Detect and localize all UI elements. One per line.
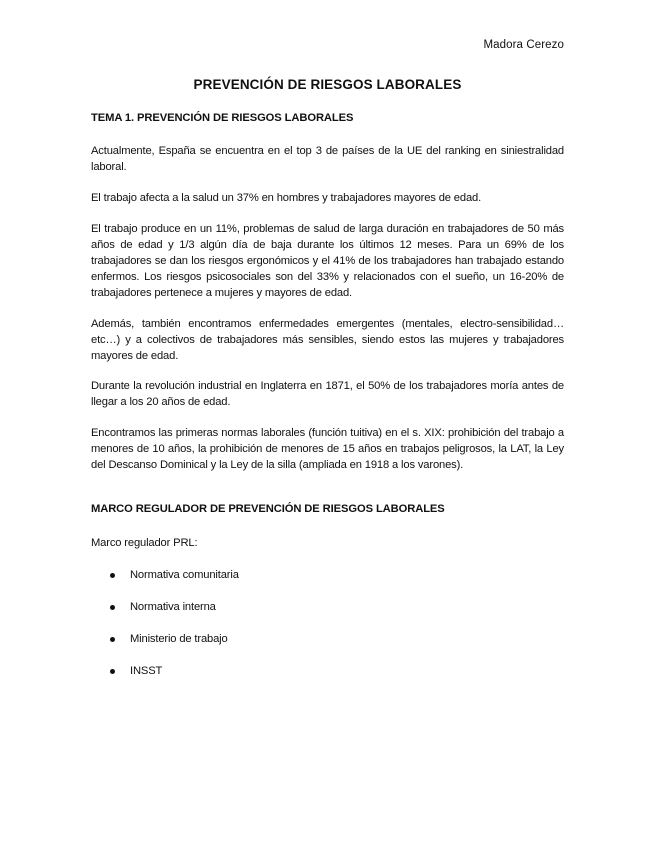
header-author: Madora Cerezo [483,39,564,51]
bullet-icon [110,605,115,610]
bullet-icon [110,637,115,642]
section-heading-tema-1: TEMA 1. PREVENCIÓN DE RIESGOS LABORALES [91,112,354,124]
list-item-label: Normativa interna [130,601,216,613]
list-item-label: Ministerio de trabajo [130,633,228,645]
bullet-icon [110,669,115,674]
list-item-label: Normativa comunitaria [130,569,239,581]
paragraph: El trabajo produce en un 11%, problemas de salud de larga duración en trabajadores de 50 más años de edad y 1/3 algún día de baja durante los últimos 12 meses. Para un 69% de los trabajadores se dan los riesgos ergonómicos y el 41% de los trabajadores han trabajado estando enfermos. Los riesgos psicosociales son del 33% y relacionados con el sueño, un 16-20% de trabajadores pertenece a mujeres y mayores de edad. [91,223,564,299]
list-intro: Marco regulador PRL: [91,537,198,549]
paragraph: Encontramos las primeras normas laborales (función tuitiva) en el s. XIX: prohibición del trabajo a menores de 10 años, la prohibición de menores de 15 años en trabajos peligrosos, la LAT, la Ley del Descanso Dominical y la Ley de la silla (ampliada en 1918 a los varones). [91,427,564,471]
page-title: PREVENCIÓN DE RIESGOS LABORALES [193,77,462,92]
paragraph: Durante la revolución industrial en Inglaterra en 1871, el 50% de los trabajadores moría antes de llegar a los 20 años de edad. [91,380,564,408]
list-item-label: INSST [130,665,163,677]
bullet-icon [110,573,115,578]
section-heading-marco-regulador: MARCO REGULADOR DE PREVENCIÓN DE RIESGOS LABORALES [91,503,445,515]
paragraph: Además, también encontramos enfermedades emergentes (mentales, electro-sensibilidad… etc…) y a colectivos de trabajadores más sensibles, siendo estos las mujeres y trabajadores mayores de edad. [91,318,564,362]
paragraph: El trabajo afecta a la salud un 37% en hombres y trabajadores mayores de edad. [91,192,482,204]
paragraph: Actualmente, España se encuentra en el top 3 de países de la UE del ranking en siniestralidad laboral. [91,145,564,173]
